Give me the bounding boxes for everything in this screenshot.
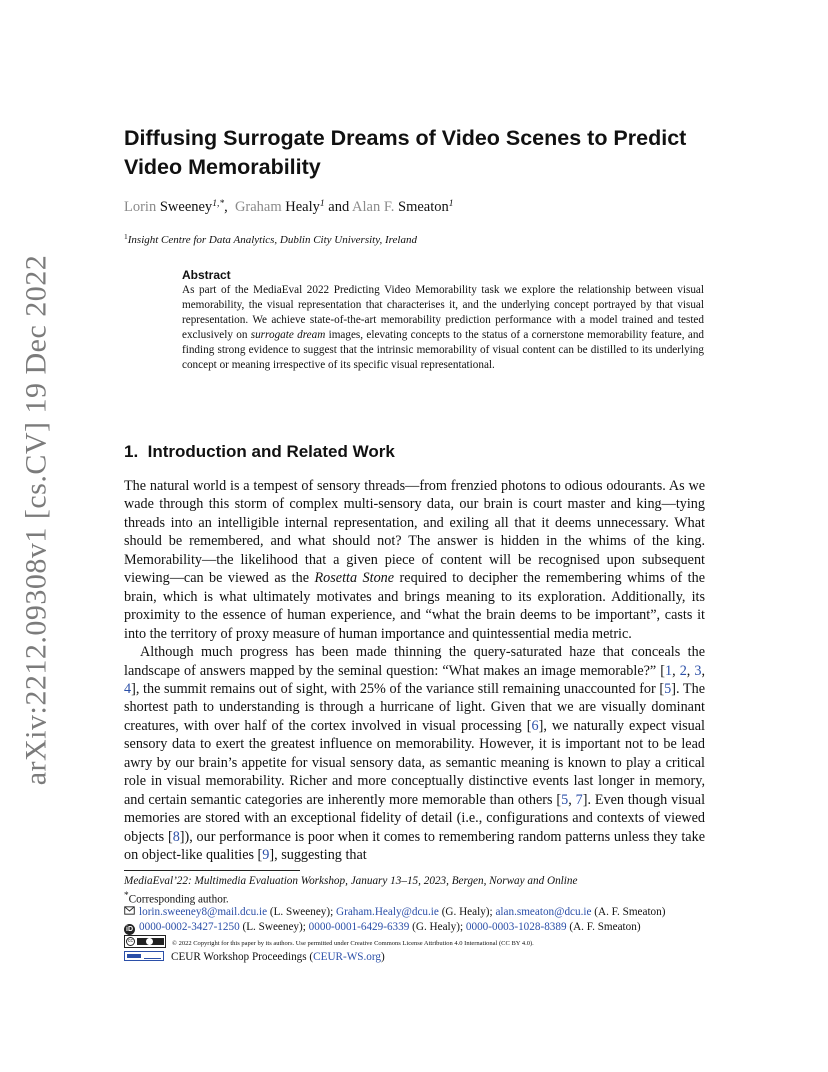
arxiv-identifier-text: arXiv:2212.09308v1 [cs.CV] 19 Dec 2022	[19, 254, 52, 786]
orcid-link-sweeney[interactable]: 0000-0002-3427-1250	[139, 920, 240, 933]
section-heading: 1. Introduction and Related Work	[124, 442, 395, 461]
ceur-link[interactable]: CEUR-WS.org	[313, 951, 382, 964]
affiliation: $^1$Insight Centre for Data Analytics, Dublin City University, Ireland	[124, 232, 417, 246]
ceur-logo-icon	[124, 951, 164, 961]
email-line: lorin.sweeney8@mail.dcu.ie (L. Sweeney); Graham.Healy@dcu.ie (G. Healy); alan.smeaton@dcu.ie (A. F. Smeaton)	[124, 905, 724, 920]
abstract-text: As part of the MediaEval 2022 Predicting Video Memorability task we explore the relationship between visual memorability, the visual representation that characterises it, and the underlying concept portrayed by that visual representation. We achieve state-of-the-art memorability prediction performance with a model trained and tested exclusively on surrogate dream images, elevating concepts to the status of a cornerstone memorability feature, and finding strong evidence to suggest that the intrinsic memorability of visual content can be distilled to its underlying concept or meaning irrespective of its specific visual representational.	[182, 284, 705, 372]
author-connector: and	[328, 199, 350, 215]
orcid-line: iD 0000-0002-3427-1250 (L. Sweeney); 0000-0001-6429-6339 (G. Healy); 0000-0003-1028-8389 (A. F. Smeaton)	[126, 920, 641, 933]
citation-link[interactable]: 1	[665, 662, 673, 679]
citation-link[interactable]: 5	[664, 680, 672, 697]
body-text	[124, 477, 705, 865]
abstract	[182, 268, 704, 374]
orcid-link-smeaton[interactable]: 0000-0003-1028-8389	[465, 920, 567, 933]
copyright-line: cc © 2022 Copyright for this paper by its authors. Use permitted under Creative Commons License Attribution 4.0 International (CC BY 4.0).	[124, 935, 724, 950]
email-link-sweeney[interactable]: lorin.sweeney8@mail.dcu.ie	[139, 905, 268, 918]
abstract-heading: Abstract	[182, 268, 231, 282]
citation-link[interactable]: 9	[262, 847, 270, 864]
citation-link[interactable]: 8	[172, 828, 180, 845]
envelope-icon	[124, 905, 135, 916]
workshop-note: MediaEval’22: Multimedia Evaluation Workshop, January 13–15, 2023, Bergen, Norway and Online	[124, 875, 578, 887]
author-2: Graham Healy$^1$	[234, 199, 325, 215]
author-list: Lorin Sweeney$^{1,*}$, Graham Healy$^1$ and Alan F. Smeaton$^1$	[124, 199, 454, 215]
paragraph-1: The natural world is a tempest of sensory threads—from frenzied photons to odious odourants. As we wade through this storm of complex multi-sensory data, our brain is court master and king—tying threads into an intelligible internal representation, and exiling all that it deems unnecessary. What should be remembered, and what should not? The answer is hidden in the whims of the king. Memorability—the likelihood that a given piece of content will be recognised upon subsequent viewing—can be viewed as the Rosetta Stone required to decipher the remembering whims of the brain, which is what ultimately motivates and brings meaning to its exploration. Additionally, its proximity to the essence of human experience, and “what the brain deems to be important”, casts it into the territory of proxy measure of human importance and quintessential media metric.	[124, 478, 705, 642]
footnote-divider	[124, 870, 300, 871]
footnotes	[124, 874, 724, 966]
citation-link[interactable]: 3	[694, 662, 702, 679]
paragraph-2: Although much progress has been made thinning the query-saturated haze that conceals the landscape of answers mapped by the seminal question: “What makes an image memorable?” [1, 2, 3, 4], the summit remains out of sight, with 25% of the variance still remaining unaccounted for [5]. The shortest path to understanding is through a hurricane of light. Given that we are visually dominant creatures, with over half of the cortex involved in visual processing [6], we naturally expect visual sensory data to exert the greatest influence on memorability. However, it is important not to be lead awry by our brain’s appetite for visual sensory data, as semantic meaning is known to play a critical role in visual memorability. Richer and more conceptually distinctive events last longer in memory, and certain semantic categories are inherently more memorable than others [5, 7]. Even though visual memories are stored with an exceptional fidelity of detail (i.e., configurations and contexts of viewed objects [8]), our performance is poor when it comes to remembering random patterns unless they take on object-like qualities [9], suggesting that	[124, 644, 706, 864]
corresponding-note: *Corresponding author.	[124, 891, 229, 907]
citation-link[interactable]: 5	[561, 791, 569, 808]
citation-link[interactable]: 7	[575, 791, 583, 808]
author-1: Lorin Sweeney$^{1,*}$	[124, 199, 225, 215]
cc-by-icon: cc	[124, 935, 166, 948]
citation-link[interactable]: 2	[679, 662, 687, 679]
email-link-healy[interactable]: Graham.Healy@dcu.ie	[336, 905, 439, 918]
email-link-smeaton[interactable]: alan.smeaton@dcu.ie	[495, 905, 592, 918]
author-3: Alan F. Smeaton$^1$	[352, 199, 454, 215]
arxiv-identifier	[14, 254, 58, 786]
orcid-icon: iD	[126, 925, 133, 933]
ceur-line: CEUR Workshop Proceedings (CEUR-WS.org)	[124, 950, 724, 965]
citation-link[interactable]: 4	[124, 680, 132, 697]
citation-link[interactable]: 6	[531, 717, 539, 734]
paper-title: Diffusing Surrogate Dreams of Video Scenes to Predict Video Memorability	[124, 126, 687, 179]
orcid-link-healy[interactable]: 0000-0001-6429-6339	[308, 920, 410, 933]
